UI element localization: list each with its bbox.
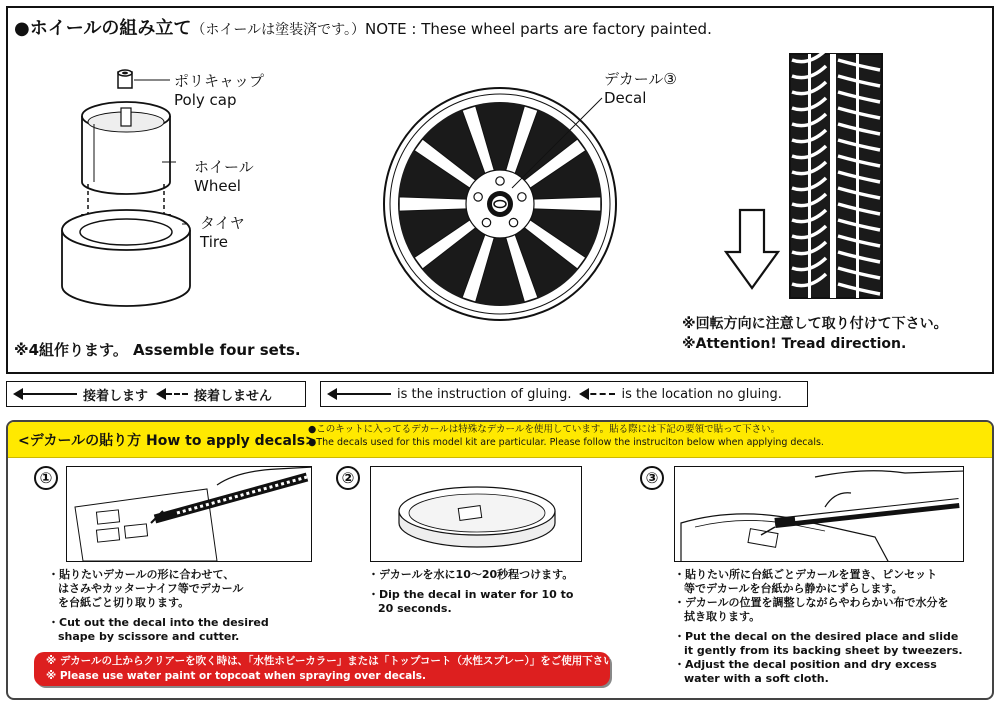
decal-note-en: ●The decals used for this model kit are particular. Please follow the instruciton below when applying decals. — [308, 437, 824, 448]
lug-nut — [496, 177, 504, 185]
wheel-label-en: Wheel — [194, 177, 241, 195]
wheel-spoke — [530, 197, 601, 211]
glue-legend-en-text: is the instruction of gluing. — [397, 386, 572, 402]
step-1-illustration — [66, 466, 312, 562]
assembly-note-en: NOTE : These wheel parts are factory painted. — [364, 20, 712, 38]
step-1-ja-3: を台紙ごと切り取ります。 — [58, 596, 190, 609]
attention-note-en: ※Attention! Tread direction. — [682, 336, 907, 352]
noglue-legend-ja-text: 接着しません — [194, 388, 273, 404]
lug-nut — [509, 218, 517, 226]
tire-tread-drawing — [786, 52, 886, 302]
solid-arrow-icon — [15, 393, 77, 395]
step-2-ja-1: ・デカールを水に10〜20秒程つけます。 — [368, 568, 574, 581]
step-3-en-2: it gently from its backing sheet by tweezers. — [684, 644, 963, 657]
wheel-label — [194, 158, 254, 196]
step-1-number: ① — [34, 466, 58, 490]
attention-note — [682, 314, 948, 354]
step-3-en-4: water with a soft cloth. — [684, 672, 829, 685]
assembly-title-note: （ホイールは塗装済です。） — [191, 22, 365, 38]
glue-legend-ja-text: 接着します — [83, 388, 149, 404]
tire-label — [200, 214, 245, 252]
slide-decal-drawing — [675, 467, 964, 562]
polycap-label — [174, 72, 264, 110]
poly-cap-drawing — [118, 70, 132, 88]
solid-arrow-icon — [329, 393, 391, 395]
step-3-illustration — [674, 466, 964, 562]
tire-label-ja: タイヤ — [200, 214, 245, 232]
step-2-en-1: ・Dip the decal in water for 10 to — [368, 588, 574, 601]
step-3-ja-3: ・デカールの位置を調整しながらやわらかい布で水分を — [674, 596, 949, 609]
step-3-en-3: ・Adjust the decal position and dry excess — [674, 658, 937, 671]
step-2-en-2: 20 seconds. — [378, 602, 452, 615]
assembly-title: ●ホイールの組み立て — [14, 18, 192, 39]
water-dish-drawing — [371, 467, 582, 562]
step-3-number: ③ — [640, 466, 664, 490]
spray-warning-en: ※ Please use water paint or topcoat when spraying over decals. — [46, 670, 427, 682]
decal-label — [604, 70, 677, 108]
step-1-en-2: shape by scissore and cutter. — [58, 630, 240, 643]
lug-nut — [482, 218, 490, 226]
wheel-face-drawing — [380, 84, 620, 324]
tire-drawing — [62, 210, 190, 306]
polycap-label-ja: ポリキャップ — [174, 72, 265, 90]
lug-nut — [474, 193, 482, 201]
decal-label-ja: デカール③ — [604, 70, 677, 88]
step-3-ja-4: 拭き取ります。 — [684, 610, 761, 623]
decal-notes — [308, 423, 824, 449]
decal-note-ja: ●このキットに入ってるデカールは特殊なデカールを使用しています。貼る際には下記の要領で貼って下さい。 — [308, 424, 781, 435]
spray-warning-box — [34, 652, 625, 686]
step-3-en-1: ・Put the decal on the desired place and slide — [674, 630, 959, 643]
step-3-text — [674, 568, 963, 686]
dashed-arrow-icon — [158, 393, 188, 395]
step-2-text — [368, 568, 573, 616]
attention-note-ja: ※回転方向に注意して取り付けて下さい。 — [682, 316, 948, 332]
step-3-ja-2: 等でデカールを台紙から静かにずらします。 — [684, 582, 903, 595]
cutting-decal-drawing — [67, 467, 312, 562]
assemble-sets-note: ※4組作ります。 Assemble four sets. — [14, 341, 301, 359]
polycap-label-en: Poly cap — [174, 91, 237, 109]
assembly-title-line — [14, 14, 712, 40]
lug-nut — [518, 193, 526, 201]
wheel-label-ja: ホイール — [194, 158, 254, 176]
noglue-legend-en-text: is the location no gluing. — [621, 386, 782, 402]
step-1-text — [48, 568, 269, 644]
decal-label-en: Decal — [604, 89, 647, 107]
step-1-ja-2: はさみやカッターナイフ等でデカール — [58, 582, 244, 595]
step-1-ja-1: ・貼りたいデカールの形に合わせて、 — [48, 568, 235, 581]
decal-title: <デカールの貼り方 How to apply decals> — [18, 433, 317, 449]
glue-legend-en — [320, 381, 808, 407]
step-2-illustration — [370, 466, 582, 562]
wheel-drawing — [82, 102, 170, 194]
tread-direction-arrow — [722, 208, 782, 292]
step-3-ja-1: ・貼りたい所に台紙ごとデカールを置き、ピンセット — [674, 568, 938, 581]
step-2-number: ② — [336, 466, 360, 490]
spray-warning-ja: ※ デカールの上からクリアーを吹く時は、「水性ホビーカラー」または「トップコート（水性スプレー）」をご使用下さい。 — [46, 655, 625, 667]
wheel-spoke — [399, 197, 470, 211]
step-1-en-1: ・Cut out the decal into the desired — [48, 616, 269, 629]
dashed-arrow-icon — [581, 393, 615, 395]
glue-legend-ja — [6, 381, 306, 407]
tire-label-en: Tire — [200, 233, 228, 251]
